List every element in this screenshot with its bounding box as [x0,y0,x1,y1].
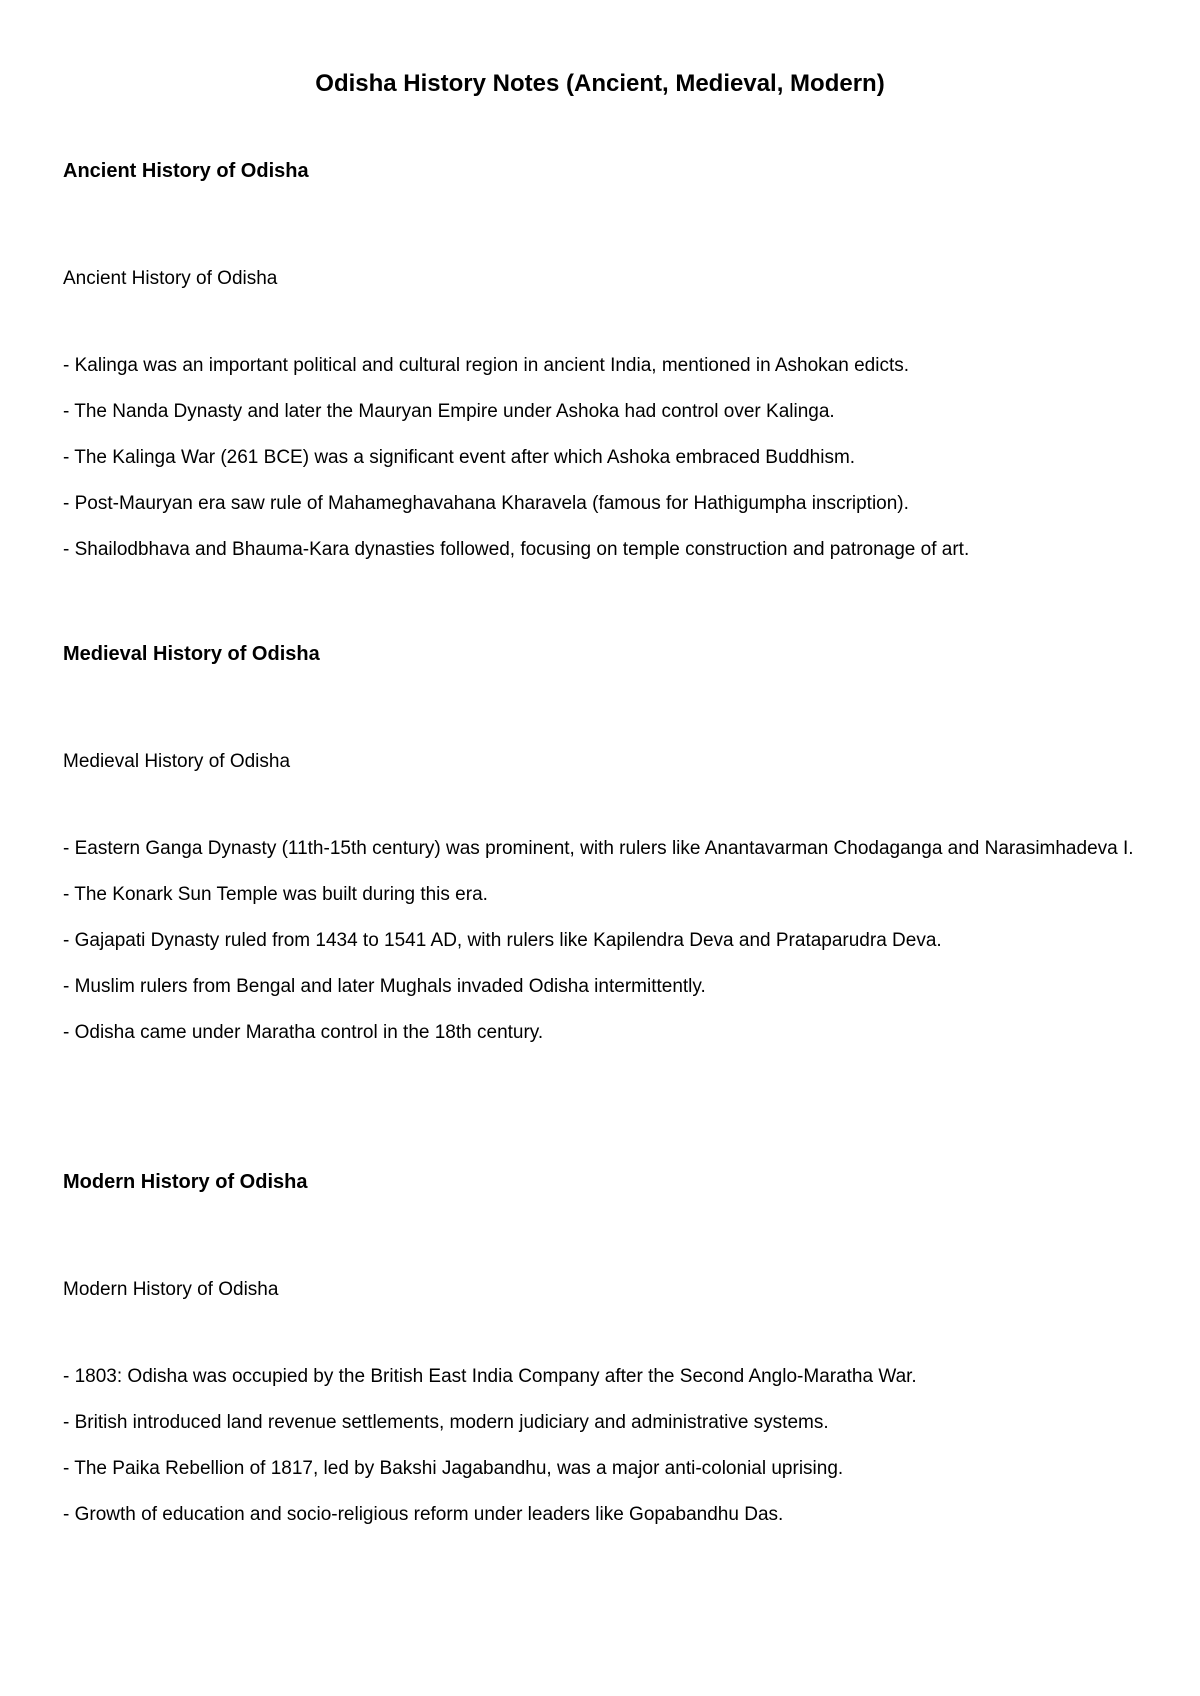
list-item: - The Konark Sun Temple was built during this era. [63,884,488,905]
section-subtitle: Ancient History of Odisha [63,268,278,289]
document-title: Odisha History Notes (Ancient, Medieval, Modern) [315,70,885,97]
section-subtitle: Medieval History of Odisha [63,751,291,772]
list-item: - Gajapati Dynasty ruled from 1434 to 1541 AD, with rulers like Kapilendra Deva and Prataparudra Deva. [63,930,942,951]
section-modern-history [63,1168,1143,1525]
section-heading: Medieval History of Odisha [63,643,320,665]
list-item: - Muslim rulers from Bengal and later Mughals invaded Odisha intermittently. [63,976,706,997]
section-medieval-history [63,640,1143,1043]
bullet-list [63,826,1143,1056]
list-item: - The Kalinga War (261 BCE) was a significant event after which Ashoka embraced Buddhism. [63,447,856,468]
list-item: - Kalinga was an important political and cultural region in ancient India, mentioned in Ashokan edicts. [63,355,910,376]
list-item: - 1803: Odisha was occupied by the British East India Company after the Second Anglo-Maratha War. [63,1366,917,1387]
bullet-list [63,343,1143,573]
section-subtitle: Modern History of Odisha [63,1279,279,1300]
list-item: - Odisha came under Maratha control in the 18th century. [63,1022,544,1043]
list-item: - The Paika Rebellion of 1817, led by Bakshi Jagabandhu, was a major anti-colonial uprising. [63,1458,844,1479]
section-ancient-history [63,157,1143,560]
bullet-list [63,1354,1143,1538]
list-item: - Growth of education and socio-religious reform under leaders like Gopabandhu Das. [63,1504,784,1525]
section-heading: Modern History of Odisha [63,1171,308,1193]
list-item: - Shailodbhava and Bhauma-Kara dynasties followed, focusing on temple construction and patronage of art. [63,539,970,560]
list-item: - The Nanda Dynasty and later the Mauryan Empire under Ashoka had control over Kalinga. [63,401,835,422]
list-item: - Post-Mauryan era saw rule of Mahameghavahana Kharavela (famous for Hathigumpha inscription). [63,493,909,514]
section-heading: Ancient History of Odisha [63,160,309,182]
list-item: - British introduced land revenue settlements, modern judiciary and administrative systems. [63,1412,829,1433]
list-item: - Eastern Ganga Dynasty (11th-15th century) was prominent, with rulers like Anantavarman Chodaganga and Narasimhadeva I. [63,838,1134,859]
